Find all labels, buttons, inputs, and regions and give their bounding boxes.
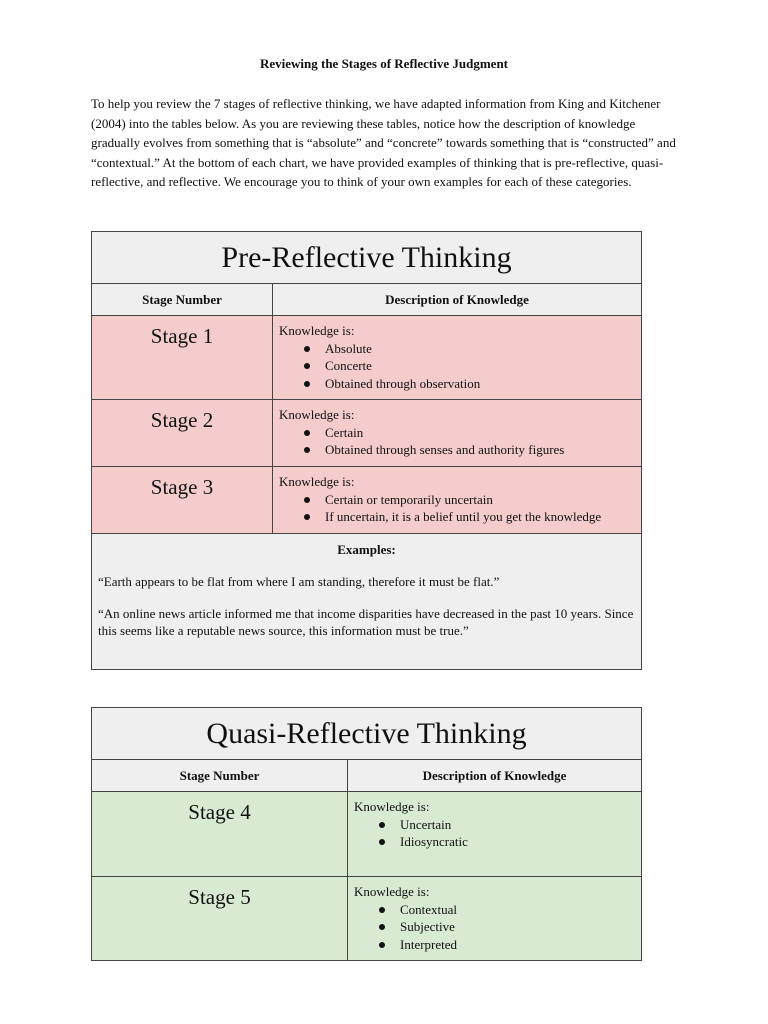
list-item: If uncertain, it is a belief until you get the knowledge [325, 508, 635, 526]
stage-label: Stage 4 [92, 792, 348, 877]
pre-reflective-title: Pre-Reflective Thinking [92, 232, 642, 284]
table-row [92, 877, 642, 961]
description-list [354, 816, 635, 851]
description-list [354, 901, 635, 954]
column-header-description: Description of Knowledge [348, 760, 642, 792]
stage-description [273, 467, 642, 534]
list-item: Concerte [325, 357, 635, 375]
quasi-reflective-title: Quasi-Reflective Thinking [92, 708, 642, 760]
example-text: “An online news article informed me that income disparities have decreased in the past 10 years. Since this seems like a reputable news source, this information must be true.” [98, 605, 634, 638]
description-list [279, 340, 635, 393]
list-item: Absolute [325, 340, 635, 358]
list-item: Contextual [400, 901, 635, 919]
list-item: Certain [325, 424, 635, 442]
description-lead: Knowledge is: [354, 884, 430, 899]
stage-description [348, 877, 642, 961]
column-header-stage: Stage Number [92, 760, 348, 792]
column-header-stage: Stage Number [92, 284, 273, 316]
intro-paragraph: To help you review the 7 stages of reflective thinking, we have adapted information from King and Kitchener (2004) into the tables below. As you are reviewing these tables, notice how the description of knowledge gradually evolves from something that is “absolute” and “concrete” towards something that is “constructed” and “contextual.” At the bottom of each chart, we have provided examples of thinking that is pre-reflective, quasi-reflective, and reflective. We encourage you to think of your own examples for each of these categories. [91, 96, 676, 189]
document-title: Reviewing the Stages of Reflective Judgment [259, 56, 509, 71]
stage-label: Stage 1 [92, 316, 273, 400]
table-row [92, 792, 642, 877]
table-row [92, 316, 642, 400]
description-lead: Knowledge is: [279, 407, 355, 422]
stage-label: Stage 5 [92, 877, 348, 961]
example-text: “Earth appears to be flat from where I am standing, therefore it must be flat.” [98, 574, 500, 589]
stage-description [273, 316, 642, 400]
description-list [279, 424, 635, 459]
list-item: Certain or temporarily uncertain [325, 491, 635, 509]
list-item: Idiosyncratic [400, 833, 635, 851]
stage-label: Stage 3 [92, 467, 273, 534]
quasi-reflective-table [91, 707, 642, 961]
table-row [92, 467, 642, 534]
list-item: Obtained through senses and authority figures [325, 441, 635, 459]
table-row [92, 400, 642, 467]
description-lead: Knowledge is: [354, 799, 430, 814]
stage-description [273, 400, 642, 467]
description-lead: Knowledge is: [279, 474, 355, 489]
list-item: Interpreted [400, 936, 635, 954]
stage-description [348, 792, 642, 877]
list-item: Uncertain [400, 816, 635, 834]
examples-section [92, 534, 642, 670]
description-list [279, 491, 635, 526]
description-lead: Knowledge is: [279, 323, 355, 338]
list-item: Obtained through observation [325, 375, 635, 393]
stage-label: Stage 2 [92, 400, 273, 467]
column-header-description: Description of Knowledge [273, 284, 642, 316]
list-item: Subjective [400, 918, 635, 936]
examples-heading: Examples: [337, 542, 396, 557]
pre-reflective-table [91, 231, 642, 670]
